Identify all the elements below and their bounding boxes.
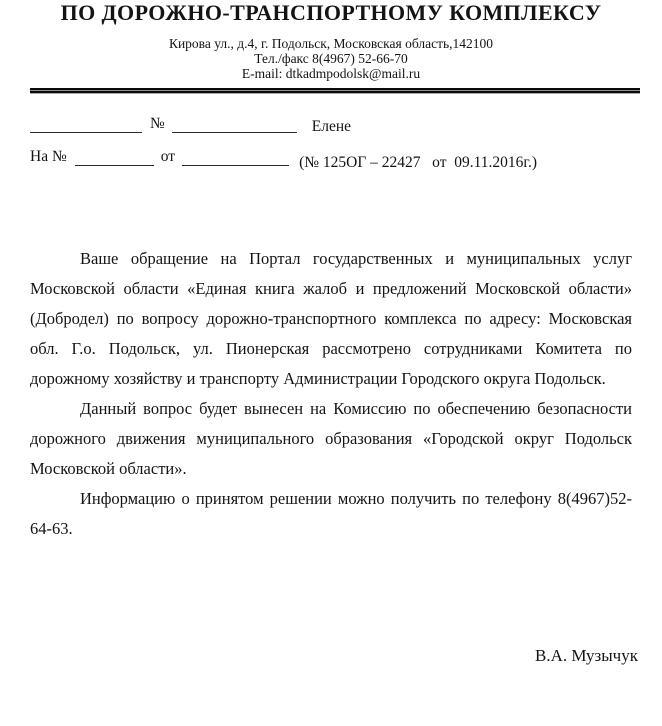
number-sign-label: №	[150, 115, 165, 132]
contact-block	[0, 36, 662, 81]
org-address-line: Кирова ул., д.4, г. Подольск, Московская область,142100	[168, 36, 494, 51]
addressee-name: Елене	[311, 118, 352, 135]
on-number-label: На №	[30, 148, 67, 165]
outgoing-date-blank-line	[30, 117, 142, 133]
org-email-line: E-mail: dtkadmpodolsk@mail.ru	[241, 66, 421, 81]
body-paragraph-2: Данный вопрос будет вынесен на Комиссию по обеспечению безопасности дорожного движения муниципального образования «Городской округ Подольск Московской области».	[30, 399, 632, 478]
incoming-number-blank-line	[75, 150, 154, 166]
outgoing-number-blank-line	[172, 117, 297, 133]
body-paragraph-3: Информацию о принятом решении можно получить по телефону 8(4967)52-64-63.	[30, 489, 632, 538]
incoming-ref-row	[30, 148, 640, 171]
body-paragraph-1: Ваше обращение на Портал государственных и муниципальных услуг Московской области «Единая книга жалоб и предложений Московской области» (Добродел) по вопросу дорожно-транспортного комплекса по адресу: Московская обл. Г.о. Подольск, ул. Пионерская рассмотрено сотрудниками Комитета по дорожному хозяйству и транспорту Администрации Городского округа Подольск.	[30, 249, 632, 388]
from-label: от	[160, 148, 176, 165]
organization-title: ПО ДОРОЖНО-ТРАНСПОРТНОМУ КОМПЛЕКСУ	[60, 0, 602, 25]
signature-name: В.А. Музычук	[534, 646, 638, 665]
org-phone-line: Тел./факс 8(4967) 52-66-70	[254, 51, 408, 66]
letterhead	[0, 0, 662, 94]
letter-body	[30, 244, 632, 544]
outgoing-ref-row	[30, 115, 640, 133]
incoming-reference-number: (№ 125ОГ – 22427 от 09.11.2016г.)	[299, 154, 538, 171]
incoming-date-blank-line	[182, 150, 289, 166]
reference-block	[30, 115, 640, 171]
letterhead-divider-rule	[30, 88, 640, 94]
